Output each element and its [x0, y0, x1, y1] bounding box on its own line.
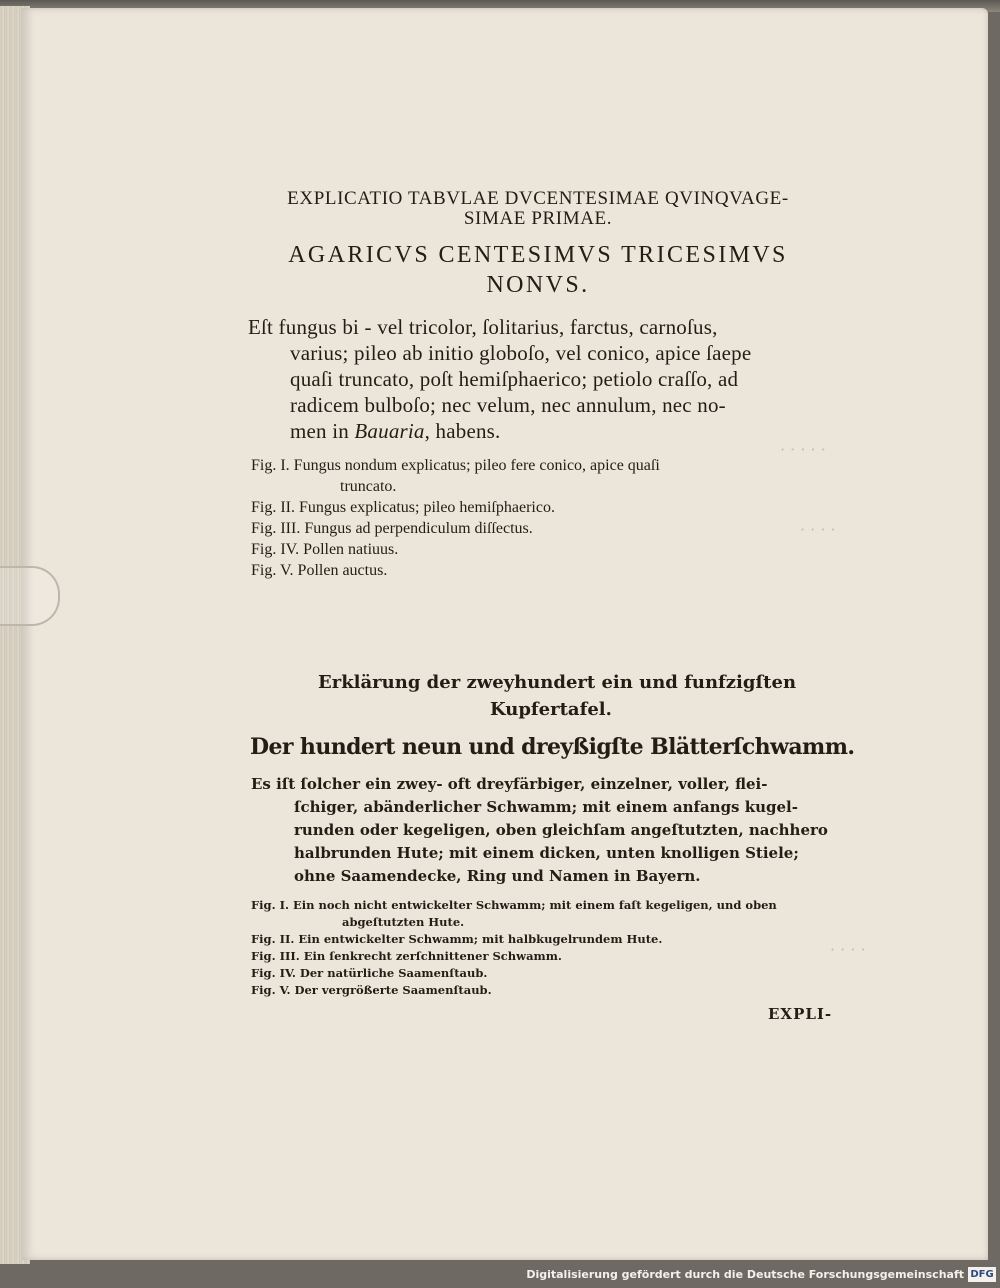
catchword: EXPLI-: [768, 1005, 833, 1023]
german-fig-line: Fig. I. Ein noch nicht entwickelter Schwamm; mit einem faſt kegeligen, und oben: [251, 898, 777, 912]
german-fig-line: Fig. IV. Der natürliche Saamenſtaub.: [251, 966, 488, 980]
german-fig-line: Fig. III. Ein ſenkrecht zerſchnittener Schwamm.: [251, 949, 562, 963]
german-body-line: ſchiger, abänderlicher Schwamm; mit einem anfangs kugel-: [294, 798, 798, 816]
latin-fig-line: Fig. II. Fungus explicatus; pileo hemiſphaerico.: [251, 499, 555, 516]
show-through-text: · · · ·: [830, 940, 866, 959]
latin-fig-line: truncato.: [340, 478, 397, 495]
latin-title-line1: EXPLICATIO TABVLAE DVCENTESIMAE QVINQVAGE-: [287, 188, 789, 209]
german-body-line: halbrunden Hute; mit einem dicken, unten knolligen Stiele;: [294, 844, 799, 862]
latin-body-line: radicem bulboſo; nec velum, nec annulum, nec no-: [290, 393, 726, 417]
latin-body-line: [290, 419, 501, 444]
latin-body-line: Eſt fungus bi - vel tricolor, ſolitarius, farctus, carnoſus,: [248, 315, 718, 339]
latin-body-line: varius; pileo ab initio globoſo, vel conico, apice ſaepe: [290, 341, 752, 365]
footer-credit: Digitalisierung gefördert durch die Deutsche Forschungsgemeinschaft: [526, 1268, 964, 1281]
german-fig-line: Fig. V. Der vergrößerte Saamenſtaub.: [251, 983, 492, 997]
german-body-line: ohne Saamendecke, Ring und Namen in Bayern.: [294, 867, 701, 885]
latin-body-italic: Bauaria: [354, 419, 425, 443]
show-through-text: · · · · ·: [780, 440, 826, 459]
latin-title-line2: SIMAE PRIMAE.: [463, 208, 613, 229]
page-clip: [0, 566, 60, 626]
german-heading: Der hundert neun und dreyßigſte Blätterſchwamm.: [250, 734, 855, 760]
latin-fig-line: Fig. V. Pollen auctus.: [251, 562, 388, 579]
dfg-logo: DFG: [968, 1267, 996, 1282]
latin-body-text: , habens.: [424, 419, 501, 443]
german-fig-line: Fig. II. Ein entwickelter Schwamm; mit halbkugelrundem Hute.: [251, 932, 663, 946]
show-through-text: · · · ·: [800, 520, 836, 539]
german-body-line: Es iſt ſolcher ein zwey- oft dreyfärbiger, einzelner, voller, flei-: [251, 775, 768, 793]
latin-fig-line: Fig. IV. Pollen natiuus.: [251, 541, 399, 558]
german-fig-line: abgeſtutzten Hute.: [342, 915, 465, 929]
latin-fig-line: Fig. III. Fungus ad perpendiculum diſſectus.: [251, 520, 533, 537]
latin-heading-line1: AGARICVS CENTESIMVS TRICESIMVS: [288, 242, 788, 268]
latin-body-line: quaſi truncato, poſt hemiſphaerico; petiolo craſſo, ad: [290, 367, 739, 391]
latin-fig-line: Fig. I. Fungus nondum explicatus; pileo fere conico, apice quaſi: [251, 457, 660, 474]
latin-heading-line2: NONVS.: [486, 272, 590, 298]
german-body-line: runden oder kegeligen, oben gleichſam angeſtutzten, nachhero: [294, 821, 828, 839]
latin-body-text: men in: [290, 419, 355, 443]
german-title-line1: Erklärung der zweyhundert ein und funfzigſten: [318, 672, 797, 693]
german-title-line2: Kupfertafel.: [490, 699, 612, 720]
